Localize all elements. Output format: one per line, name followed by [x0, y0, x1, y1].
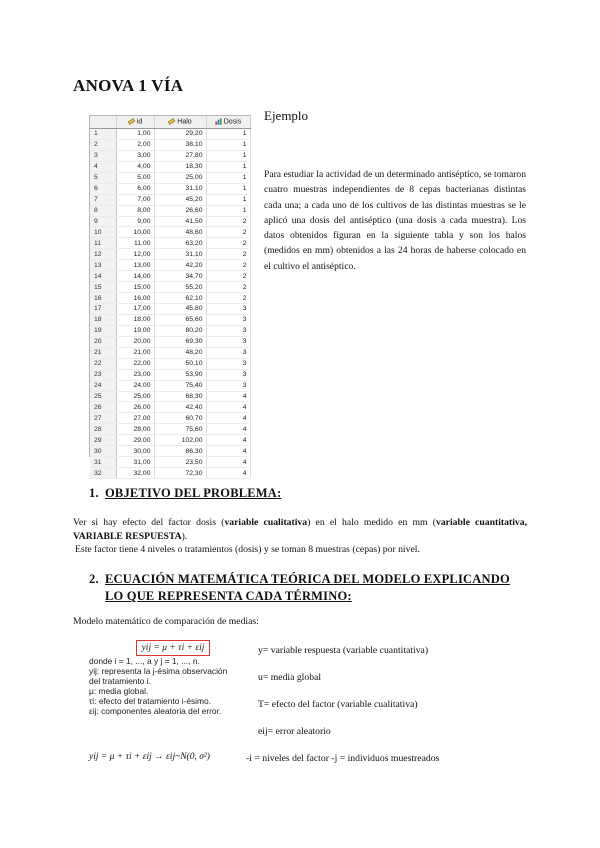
table-row[interactable]	[90, 336, 250, 347]
table-cell[interactable]: 10,00	[116, 227, 154, 238]
row-number: 11	[90, 238, 116, 249]
table-cell[interactable]: 4	[206, 391, 250, 402]
table-row[interactable]	[90, 172, 250, 183]
data-table	[90, 116, 251, 479]
table-row[interactable]	[90, 161, 250, 172]
row-number: 1	[90, 129, 116, 140]
table-row[interactable]	[90, 325, 250, 336]
table-cell[interactable]: 27,00	[116, 413, 154, 424]
table-cell[interactable]: 31,00	[116, 457, 154, 468]
table-cell[interactable]: 24,00	[116, 380, 154, 391]
table-row[interactable]	[90, 435, 250, 446]
formula-line: μ: media global.	[89, 686, 149, 696]
bold-term: variable cuantitativa, VARIABLE RESPUESTA	[73, 517, 527, 542]
table-cell[interactable]: 25,00	[116, 391, 154, 402]
formula-line: yij: representa la j-ésima observación	[89, 666, 228, 676]
table-row[interactable]	[90, 380, 250, 391]
row-number: 14	[90, 271, 116, 282]
definition-response: y= variable respuesta (variable cuantitativa)	[258, 645, 429, 656]
row-number: 27	[90, 413, 116, 424]
row-number: 13	[90, 260, 116, 271]
row-number: 10	[90, 227, 116, 238]
table-row[interactable]	[90, 468, 250, 479]
table-cell[interactable]: 53,90	[154, 369, 206, 380]
table-cell[interactable]: 28,00	[116, 424, 154, 435]
section-2-heading	[89, 571, 529, 605]
formula-line: del tratamiento i.	[89, 676, 151, 686]
row-number: 18	[90, 314, 116, 325]
row-number: 8	[90, 205, 116, 216]
table-cell[interactable]: 31,10	[154, 183, 206, 194]
table-cell[interactable]: 2	[206, 249, 250, 260]
table-row[interactable]	[90, 194, 250, 205]
table-cell[interactable]: 86,30	[154, 446, 206, 457]
main-equation: yij = μ + τi + εij	[136, 640, 210, 656]
table-row[interactable]	[90, 347, 250, 358]
table-body	[90, 129, 250, 479]
data-table-container	[89, 115, 251, 477]
table-cell[interactable]: 62,10	[154, 293, 206, 304]
intro-paragraph: Para estudiar la actividad de un determinado antiséptico, se tomaron cuatro muestras independientes de 8 cepas bacterianas distintas cada una; a cada uno de los cultivos de las distintas muestras se le aplicó una dosis del antiséptico (una dosis a cada muestra). Los datos obtenidos figuran en la siguiente tabla y son los halos (medidos en mm) obtenidos a las 24 horas de haberse colocado en el cultivo el antiséptico.	[264, 169, 526, 272]
table-cell[interactable]: 4	[206, 446, 250, 457]
table-cell[interactable]: 4	[206, 424, 250, 435]
table-cell[interactable]: 11,00	[116, 238, 154, 249]
table-cell[interactable]: 38,10	[154, 139, 206, 150]
row-number: 28	[90, 424, 116, 435]
table-cell[interactable]: 45,20	[154, 194, 206, 205]
row-number-header	[90, 116, 116, 129]
row-number: 3	[90, 150, 116, 161]
table-cell[interactable]: 3	[206, 380, 250, 391]
table-header-row	[90, 116, 250, 129]
table-cell[interactable]: 63,20	[154, 238, 206, 249]
table-cell[interactable]: 29,20	[154, 129, 206, 140]
row-number: 5	[90, 172, 116, 183]
page-title: ANOVA 1 VÍA	[73, 76, 184, 95]
formula-image	[89, 638, 251, 741]
table-row[interactable]	[90, 402, 250, 413]
table-cell[interactable]: 19,00	[116, 325, 154, 336]
definition-mean: u= media global	[258, 672, 322, 683]
row-number: 9	[90, 216, 116, 227]
table-cell[interactable]: 13,00	[116, 260, 154, 271]
row-number: 7	[90, 194, 116, 205]
table-cell[interactable]: 4	[206, 402, 250, 413]
row-number: 32	[90, 468, 116, 479]
table-row[interactable]	[90, 293, 250, 304]
row-number: 29	[90, 435, 116, 446]
objective-paragraph: Ver si hay efecto del factor dosis (variable cualitativa) en el halo medido en mm (variable cuantitativa, VARIABLE RESPUESTA).	[73, 517, 527, 542]
table-cell[interactable]: 31,10	[154, 249, 206, 260]
column-header-dosis[interactable]: Dosis	[206, 116, 250, 129]
row-number: 16	[90, 293, 116, 304]
table-cell[interactable]: 48,60	[154, 227, 206, 238]
table-cell[interactable]: 3,00	[116, 150, 154, 161]
table-cell[interactable]: 23,50	[154, 457, 206, 468]
definition-factor-effect: T= efecto del factor (variable cualitativa)	[258, 699, 418, 710]
table-cell[interactable]: 20,00	[116, 336, 154, 347]
table-cell[interactable]: 42,20	[154, 260, 206, 271]
example-label: Ejemplo	[264, 108, 309, 123]
row-number: 22	[90, 358, 116, 369]
table-cell[interactable]: 2	[206, 271, 250, 282]
table-cell[interactable]: 18,00	[116, 314, 154, 325]
table-cell[interactable]: 3	[206, 347, 250, 358]
table-cell[interactable]: 25,00	[154, 172, 206, 183]
table-row[interactable]	[90, 238, 250, 249]
row-number: 17	[90, 304, 116, 315]
table-cell[interactable]: 4	[206, 468, 250, 479]
table-row[interactable]	[90, 216, 250, 227]
table-row[interactable]	[90, 271, 250, 282]
table-cell[interactable]: 1	[206, 161, 250, 172]
section-title: OBJETIVO DEL PROBLEMA:	[105, 486, 282, 500]
table-row[interactable]	[90, 249, 250, 260]
table-cell[interactable]: 27,80	[154, 150, 206, 161]
table-cell[interactable]: 1	[206, 172, 250, 183]
table-cell[interactable]: 102,00	[154, 435, 206, 446]
table-cell[interactable]: 14,00	[116, 271, 154, 282]
table-row[interactable]	[90, 314, 250, 325]
row-number: 15	[90, 282, 116, 293]
row-number: 21	[90, 347, 116, 358]
table-cell[interactable]: 1	[206, 194, 250, 205]
table-cell[interactable]: 21,00	[116, 347, 154, 358]
formula-line: εij: componentes aleatoria del error.	[89, 706, 222, 716]
table-cell[interactable]: 2	[206, 293, 250, 304]
section-1-heading	[89, 486, 281, 501]
definition-error: eij= error aleatorio	[258, 726, 331, 737]
table-cell[interactable]: 75,60	[154, 424, 206, 435]
table-cell[interactable]: 4,00	[116, 161, 154, 172]
table-row[interactable]	[90, 150, 250, 161]
table-cell[interactable]: 55,20	[154, 282, 206, 293]
table-cell[interactable]: 7,00	[116, 194, 154, 205]
table-cell[interactable]: 3	[206, 369, 250, 380]
table-row[interactable]	[90, 139, 250, 150]
table-cell[interactable]: 60,70	[154, 413, 206, 424]
table-row[interactable]	[90, 129, 250, 140]
formula-line: τi: efecto del tratamiento i-ésimo.	[89, 696, 212, 706]
table-cell[interactable]: 22,00	[116, 358, 154, 369]
table-cell[interactable]: 8,00	[116, 205, 154, 216]
table-cell[interactable]: 12,00	[116, 249, 154, 260]
table-cell[interactable]: 4	[206, 435, 250, 446]
table-cell[interactable]: 23,00	[116, 369, 154, 380]
table-cell[interactable]: 80,20	[154, 325, 206, 336]
table-row[interactable]	[90, 391, 250, 402]
table-cell[interactable]: 48,20	[154, 347, 206, 358]
table-cell[interactable]: 2	[206, 227, 250, 238]
table-row[interactable]	[90, 358, 250, 369]
table-row[interactable]	[90, 260, 250, 271]
table-cell[interactable]: 5,00	[116, 172, 154, 183]
table-row[interactable]	[90, 227, 250, 238]
table-cell[interactable]: 1	[206, 183, 250, 194]
table-cell[interactable]: 68,30	[154, 391, 206, 402]
formula-line: donde i = 1, ..., a y j = 1, ..., n.	[89, 656, 200, 666]
table-cell[interactable]: 3	[206, 314, 250, 325]
table-cell[interactable]: 72,30	[154, 468, 206, 479]
table-cell[interactable]: 32,00	[116, 468, 154, 479]
table-cell[interactable]: 2	[206, 282, 250, 293]
table-row[interactable]	[90, 413, 250, 424]
row-number: 20	[90, 336, 116, 347]
table-row[interactable]	[90, 183, 250, 194]
model-label: Modelo matemático de comparación de medias:	[73, 616, 259, 627]
table-cell[interactable]: 50,10	[154, 358, 206, 369]
table-cell[interactable]: 18,30	[154, 161, 206, 172]
table-row[interactable]	[90, 424, 250, 435]
row-number: 19	[90, 325, 116, 336]
row-number: 12	[90, 249, 116, 260]
table-row[interactable]	[90, 369, 250, 380]
table-cell[interactable]: 1	[206, 139, 250, 150]
section-title: ECUACIÓN MATEMÁTICA TEÓRICA DEL MODELO EXPLICANDO LO QUE REPRESENTA CADA TÉRMINO:	[105, 572, 510, 603]
table-cell[interactable]: 26,00	[116, 402, 154, 413]
table-cell[interactable]: 3	[206, 336, 250, 347]
table-cell[interactable]: 3	[206, 304, 250, 315]
ruler-icon	[128, 118, 135, 125]
row-number: 30	[90, 446, 116, 457]
table-cell[interactable]: 4	[206, 457, 250, 468]
table-cell[interactable]: 15,00	[116, 282, 154, 293]
section-number: 2.	[89, 572, 99, 586]
row-number: 24	[90, 380, 116, 391]
table-cell[interactable]: 9,00	[116, 216, 154, 227]
row-number: 23	[90, 369, 116, 380]
table-cell[interactable]: 17,00	[116, 304, 154, 315]
table-cell[interactable]: 29,00	[116, 435, 154, 446]
row-number: 25	[90, 391, 116, 402]
table-cell[interactable]: 2	[206, 260, 250, 271]
table-cell[interactable]: 1	[206, 150, 250, 161]
row-number: 2	[90, 139, 116, 150]
table-cell[interactable]: 41,50	[154, 216, 206, 227]
table-row[interactable]	[90, 205, 250, 216]
objective-paragraph-2: Este factor tiene 4 niveles o tratamientos (dosis) y se toman 8 muestras (cepas) por nivel.	[75, 544, 420, 555]
table-row[interactable]	[90, 304, 250, 315]
table-cell[interactable]: 69,30	[154, 336, 206, 347]
table-cell[interactable]: 42,40	[154, 402, 206, 413]
bar-chart-icon	[215, 118, 222, 125]
table-cell[interactable]: 3	[206, 325, 250, 336]
table-cell[interactable]: 30,00	[116, 446, 154, 457]
row-number: 31	[90, 457, 116, 468]
table-cell[interactable]: 34,70	[154, 271, 206, 282]
table-cell[interactable]: 3	[206, 358, 250, 369]
table-cell[interactable]: 1	[206, 129, 250, 140]
table-cell[interactable]: 16,00	[116, 293, 154, 304]
bold-term: variable cualitativa	[224, 517, 308, 528]
table-row[interactable]	[90, 446, 250, 457]
error-distribution-equation: yij = μ + τi + εij → εij~N(0, σ²)	[89, 752, 210, 762]
table-cell[interactable]: 45,80	[154, 304, 206, 315]
ruler-icon	[168, 118, 175, 125]
table-cell[interactable]: 6,00	[116, 183, 154, 194]
table-cell[interactable]: 65,60	[154, 314, 206, 325]
row-number: 6	[90, 183, 116, 194]
table-cell[interactable]: 1	[206, 205, 250, 216]
table-cell[interactable]: 4	[206, 413, 250, 424]
section-number: 1.	[89, 486, 99, 500]
row-number: 26	[90, 402, 116, 413]
table-cell[interactable]: 1,00	[116, 129, 154, 140]
table-row[interactable]	[90, 282, 250, 293]
column-header-halo[interactable]: Halo	[154, 116, 206, 129]
row-number: 4	[90, 161, 116, 172]
equation-note: -i = niveles del factor -j = individuos muestreados	[246, 753, 440, 764]
table-cell[interactable]: 2	[206, 216, 250, 227]
table-cell[interactable]: 2	[206, 238, 250, 249]
table-cell[interactable]: 2,00	[116, 139, 154, 150]
table-cell[interactable]: 75,40	[154, 380, 206, 391]
table-row[interactable]	[90, 457, 250, 468]
table-cell[interactable]: 26,60	[154, 205, 206, 216]
column-header-id[interactable]: id	[116, 116, 154, 129]
